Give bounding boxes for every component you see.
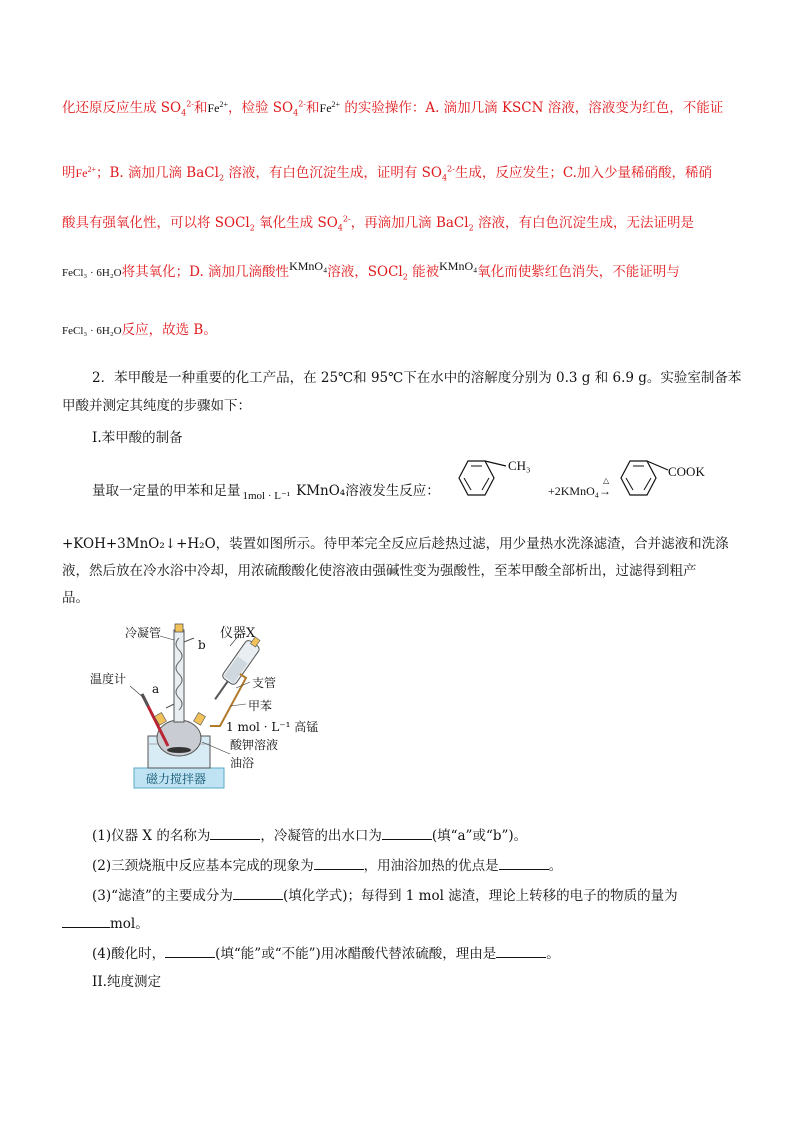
answer-text: ，检验 SO xyxy=(228,100,294,116)
description-line-3: 品。 xyxy=(62,590,89,606)
q3-text: mol。 xyxy=(110,916,149,932)
q3-text: (3)“滤渣”的主要成分为 xyxy=(92,888,233,904)
label-kmno4-line2: 酸钾溶液 xyxy=(230,738,279,752)
answer-text: 反应，故选 B。 xyxy=(121,322,217,338)
kmno4-formula: KMnO₄ xyxy=(439,259,478,273)
answer-blank[interactable] xyxy=(233,887,283,900)
answer-text: 氧化而使紫红色消失，不能证明与 xyxy=(477,264,680,280)
answer-text: 氧化生成 SO xyxy=(254,215,338,231)
label-thermometer: 温度计 xyxy=(90,672,127,686)
kmno4-formula: KMnO₄ xyxy=(289,259,328,273)
answer-text: 的实验操作：A. 滴加几滴 KSCN 溶液，溶液变为红色，不能证 xyxy=(340,100,724,116)
fe-formula: $Fe^{2+}$ xyxy=(75,165,97,180)
question-4 xyxy=(92,944,560,964)
charge: 2- xyxy=(298,99,307,109)
toluene-structure xyxy=(450,456,550,506)
answer-line-5 xyxy=(62,320,217,341)
answer-text: 溶液，有白色沉淀生成，无法证明是 xyxy=(473,215,694,231)
description-line-2: 液，然后放在冷水浴中冷却，用浓硫酸酸化使溶液由强碱性变为强酸性，至苯甲酸全部析出，过滤得到粗产 xyxy=(62,563,697,579)
answer-text: 化还原反应生成 SO xyxy=(62,100,182,116)
answer-blank[interactable] xyxy=(382,827,432,840)
heat-symbol: △ xyxy=(602,476,610,485)
apparatus-diagram xyxy=(90,618,330,798)
concentration: 1mol · L⁻¹ xyxy=(242,490,291,502)
reagent-text: +2KMnO₄ xyxy=(548,484,599,498)
subscript: 2 xyxy=(218,173,225,183)
section-heading-1: I.苯甲酸的制备 xyxy=(92,430,183,446)
reaction-line xyxy=(92,481,440,502)
cook-label: COOK xyxy=(668,464,705,479)
fecl3-formula: FeCl₃ · 6H₂O xyxy=(62,325,122,337)
reaction-text: 量取一定量的甲苯和足量 xyxy=(92,483,241,499)
answer-blank[interactable] xyxy=(499,857,549,870)
label-toluene: 甲苯 xyxy=(248,699,273,713)
subscript: 2 xyxy=(402,272,408,282)
fecl3-formula: FeCl₃ · 6H₂O xyxy=(62,267,122,279)
heat-arrow: △ → xyxy=(599,481,617,501)
apparatus-drawing xyxy=(90,618,330,798)
q3-text: (填化学式)；每得到 1 mol 滤渣，理论上转移的电子的物质的量为 xyxy=(282,888,678,904)
question-3-cont xyxy=(62,914,149,934)
q1-text: (1)仪器 X 的名称为 xyxy=(92,828,211,844)
label-oil-bath: 油浴 xyxy=(230,756,255,770)
label-stirrer: 磁力搅拌器 xyxy=(146,772,207,786)
answer-text: 溶液，有白色沉淀生成，证明有 SO xyxy=(224,165,442,181)
section-heading-2: II.纯度测定 xyxy=(92,974,161,990)
answer-blank[interactable] xyxy=(165,945,215,958)
answer-text: 明 xyxy=(62,165,76,181)
question-3 xyxy=(92,886,678,906)
answer-text: 能被 xyxy=(407,264,440,280)
charge: 2- xyxy=(186,99,194,109)
subscript: 4 xyxy=(441,173,448,183)
answer-text: ；B. 滴加几滴 BaCl xyxy=(96,165,219,181)
question-1 xyxy=(92,826,527,846)
q2-text: (2)三颈烧瓶中反应基本完成的现象为 xyxy=(92,858,314,874)
benzene-ring-icon xyxy=(612,456,722,506)
question-intro-2: 甲酸并测定其纯度的步骤如下： xyxy=(62,398,251,414)
answer-line-2 xyxy=(62,163,712,183)
reagent-arrow xyxy=(548,476,617,501)
question-2 xyxy=(92,856,562,876)
answer-text: ，再滴加几滴 BaCl xyxy=(350,215,469,231)
q4-text: 。 xyxy=(546,946,560,962)
q4-text: (4)酸化时， xyxy=(92,946,166,962)
q4-text: (填“能”或“不能”)用冰醋酸代替浓硫酸，理由是 xyxy=(215,946,497,962)
q1-text: ，冷凝管的出水口为 xyxy=(260,828,382,844)
answer-blank[interactable] xyxy=(62,915,110,928)
answer-text: 和 xyxy=(194,100,208,116)
answer-text: 和 xyxy=(306,100,320,116)
label-kmno4-line1: 1 mol · L⁻¹ 高锰 xyxy=(226,720,319,734)
charge: 2- xyxy=(342,214,351,224)
charge: 2- xyxy=(447,164,455,174)
label-b: b xyxy=(198,638,206,652)
answer-text: 将其氧化；D. 滴加几滴酸性 xyxy=(121,264,290,280)
label-a: a xyxy=(152,682,160,696)
answer-text: 生成，反应发生；C.加入少量稀硝酸，稀硝 xyxy=(454,165,712,181)
fe-formula: $Fe^{2+}$ xyxy=(207,100,229,115)
answer-line-1 xyxy=(62,98,723,118)
answer-line-4 xyxy=(62,259,680,283)
ch3-label: CH₃ xyxy=(508,458,531,473)
label-instrument-x: 仪器X xyxy=(220,626,256,641)
subscript: 2 xyxy=(468,223,474,233)
answer-line-3 xyxy=(62,213,694,233)
subscript: 2 xyxy=(249,223,255,233)
benzene-ring-icon xyxy=(450,456,550,506)
fe-formula: $Fe^{2+}$ xyxy=(319,100,341,115)
potassium-benzoate-structure xyxy=(612,456,722,506)
answer-blank[interactable] xyxy=(496,945,546,958)
q2-text: 。 xyxy=(548,858,563,874)
description-line-1: +KOH+3MnO₂↓+H₂O，装置如图所示。待甲苯完全反应后趁热过滤，用少量热水洗涤滤渣，合并滤液和洗涤 xyxy=(62,536,729,552)
question-intro-1: 2．苯甲酸是一种重要的化工产品，在 25℃和 95℃下在水中的溶解度分别为 0.3 g 和 6.9 g。实验室制备苯 xyxy=(92,370,742,386)
reaction-text: KMnO₄溶液发生反应： xyxy=(296,483,440,499)
q2-text: ，用油浴加热的优点是 xyxy=(363,858,499,874)
subscript: 4 xyxy=(181,108,187,118)
answer-text: 酸具有强氧化性，可以将 SOCl xyxy=(62,215,250,231)
answer-blank[interactable] xyxy=(210,827,260,840)
answer-text: 溶液，SOCl xyxy=(327,264,403,280)
label-side-tube: 支管 xyxy=(252,676,277,690)
q1-text: (填“a”或“b”)。 xyxy=(431,828,528,844)
label-condenser: 冷凝管 xyxy=(125,626,162,640)
subscript: 4 xyxy=(293,108,299,118)
subscript: 4 xyxy=(337,223,343,233)
answer-blank[interactable] xyxy=(314,857,364,870)
